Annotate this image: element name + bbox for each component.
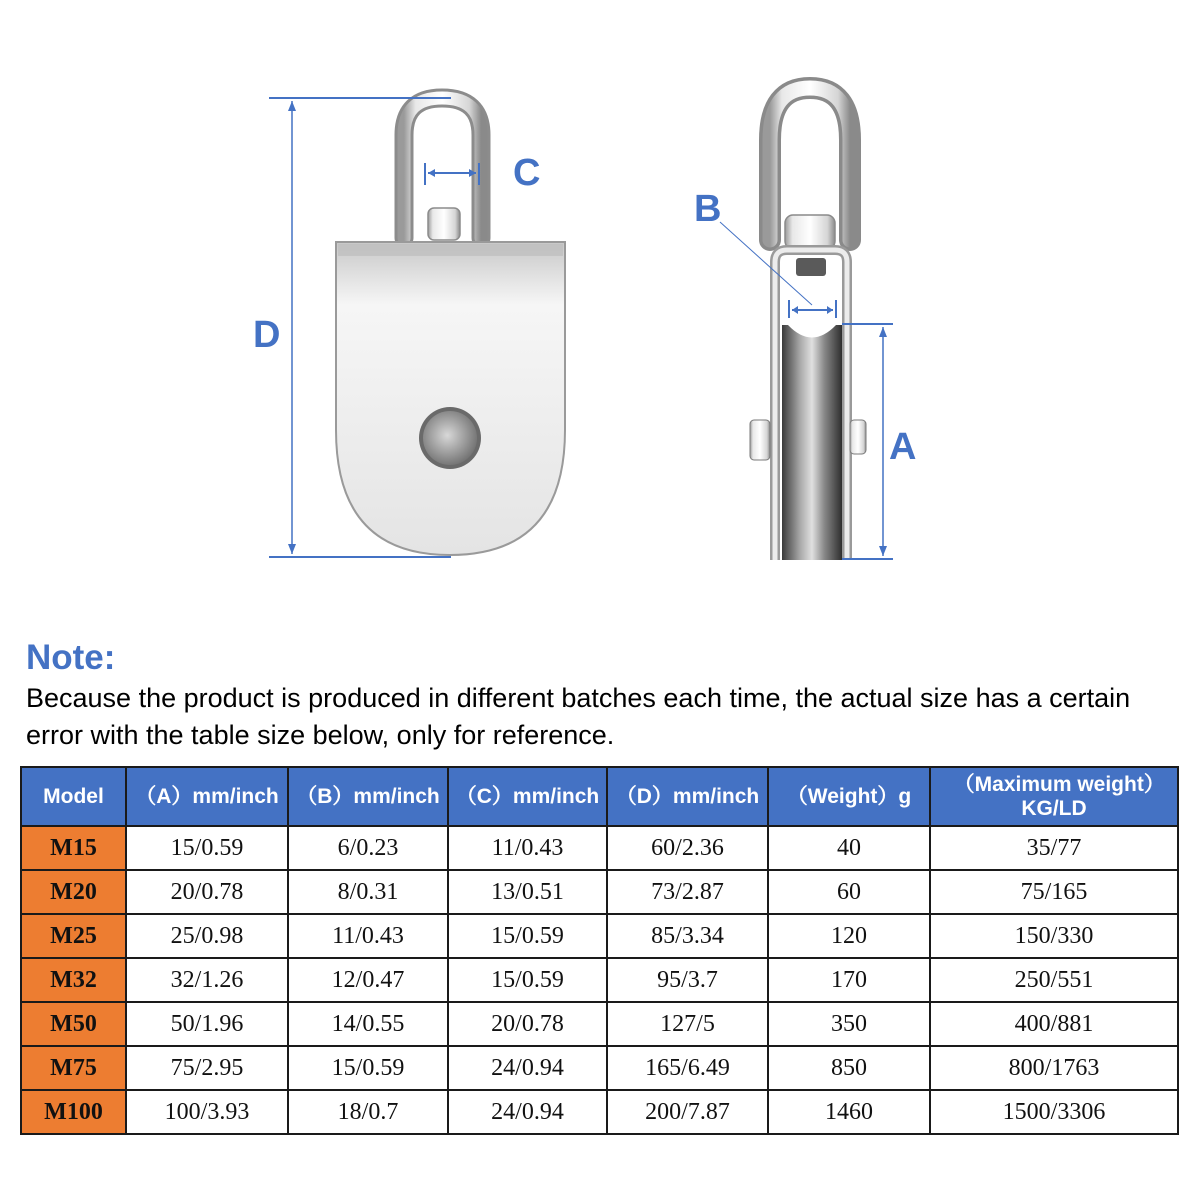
model-cell: M32 — [21, 958, 126, 1002]
model-cell: M25 — [21, 914, 126, 958]
model-cell: M50 — [21, 1002, 126, 1046]
dimension-label-b: B — [694, 188, 722, 230]
c-cell: 24/0.94 — [448, 1090, 607, 1134]
b-cell: 14/0.55 — [288, 1002, 448, 1046]
table-row — [21, 914, 1178, 958]
max-weight-cell: 1500/3306 — [930, 1090, 1178, 1134]
a-cell: 50/1.96 — [126, 1002, 288, 1046]
max-weight-cell: 400/881 — [930, 1002, 1178, 1046]
a-cell: 75/2.95 — [126, 1046, 288, 1090]
weight-cell: 1460 — [768, 1090, 930, 1134]
table-row — [21, 870, 1178, 914]
model-cell: M100 — [21, 1090, 126, 1134]
weight-cell: 120 — [768, 914, 930, 958]
model-cell: M75 — [21, 1046, 126, 1090]
max-weight-cell: 75/165 — [930, 870, 1178, 914]
d-cell: 127/5 — [607, 1002, 768, 1046]
weight-cell: 850 — [768, 1046, 930, 1090]
table-row — [21, 1090, 1178, 1134]
c-cell: 13/0.51 — [448, 870, 607, 914]
a-cell: 100/3.93 — [126, 1090, 288, 1134]
b-cell: 11/0.43 — [288, 914, 448, 958]
b-cell: 6/0.23 — [288, 826, 448, 870]
b-cell: 8/0.31 — [288, 870, 448, 914]
note-title: Note: — [26, 638, 116, 677]
model-cell: M20 — [21, 870, 126, 914]
a-cell: 20/0.78 — [126, 870, 288, 914]
dimension-label-a: A — [889, 426, 917, 468]
max-weight-cell: 250/551 — [930, 958, 1178, 1002]
d-cell: 95/3.7 — [607, 958, 768, 1002]
dimension-label-c: C — [513, 152, 541, 194]
max-weight-cell: 800/1763 — [930, 1046, 1178, 1090]
c-cell: 24/0.94 — [448, 1046, 607, 1090]
dimension-label-d: D — [253, 314, 281, 356]
table-row — [21, 1046, 1178, 1090]
side-view — [720, 88, 893, 560]
a-cell: 25/0.98 — [126, 914, 288, 958]
note-text: Because the product is produced in different batches each time, the actual size has a certain error with the table size below, only for reference. — [26, 683, 1131, 750]
column-header-b: （B）mm/inch — [288, 767, 448, 826]
c-cell: 20/0.78 — [448, 1002, 607, 1046]
d-cell: 200/7.87 — [607, 1090, 768, 1134]
table-header-row — [21, 767, 1178, 826]
max-weight-cell: 35/77 — [930, 826, 1178, 870]
model-cell: M15 — [21, 826, 126, 870]
specification-table — [20, 766, 1179, 1135]
a-cell: 15/0.59 — [126, 826, 288, 870]
column-header-c: （C）mm/inch — [448, 767, 607, 826]
d-cell: 85/3.34 — [607, 914, 768, 958]
weight-cell: 170 — [768, 958, 930, 1002]
weight-cell: 350 — [768, 1002, 930, 1046]
c-cell: 15/0.59 — [448, 914, 607, 958]
d-cell: 60/2.36 — [607, 826, 768, 870]
column-header-a: （A）mm/inch — [126, 767, 288, 826]
c-cell: 11/0.43 — [448, 826, 607, 870]
column-header-weight: （Weight）g — [768, 767, 930, 826]
table-row — [21, 958, 1178, 1002]
weight-cell: 40 — [768, 826, 930, 870]
a-cell: 32/1.26 — [126, 958, 288, 1002]
b-cell: 18/0.7 — [288, 1090, 448, 1134]
table-row — [21, 826, 1178, 870]
column-header-model: Model — [21, 767, 126, 826]
max-weight-cell: 150/330 — [930, 914, 1178, 958]
d-cell: 73/2.87 — [607, 870, 768, 914]
column-header-max-weight: （Maximum weight）KG/LD — [930, 767, 1178, 826]
b-cell: 12/0.47 — [288, 958, 448, 1002]
d-cell: 165/6.49 — [607, 1046, 768, 1090]
weight-cell: 60 — [768, 870, 930, 914]
table-row — [21, 1002, 1178, 1046]
c-cell: 15/0.59 — [448, 958, 607, 1002]
b-cell: 15/0.59 — [288, 1046, 448, 1090]
column-header-d: （D）mm/inch — [607, 767, 768, 826]
